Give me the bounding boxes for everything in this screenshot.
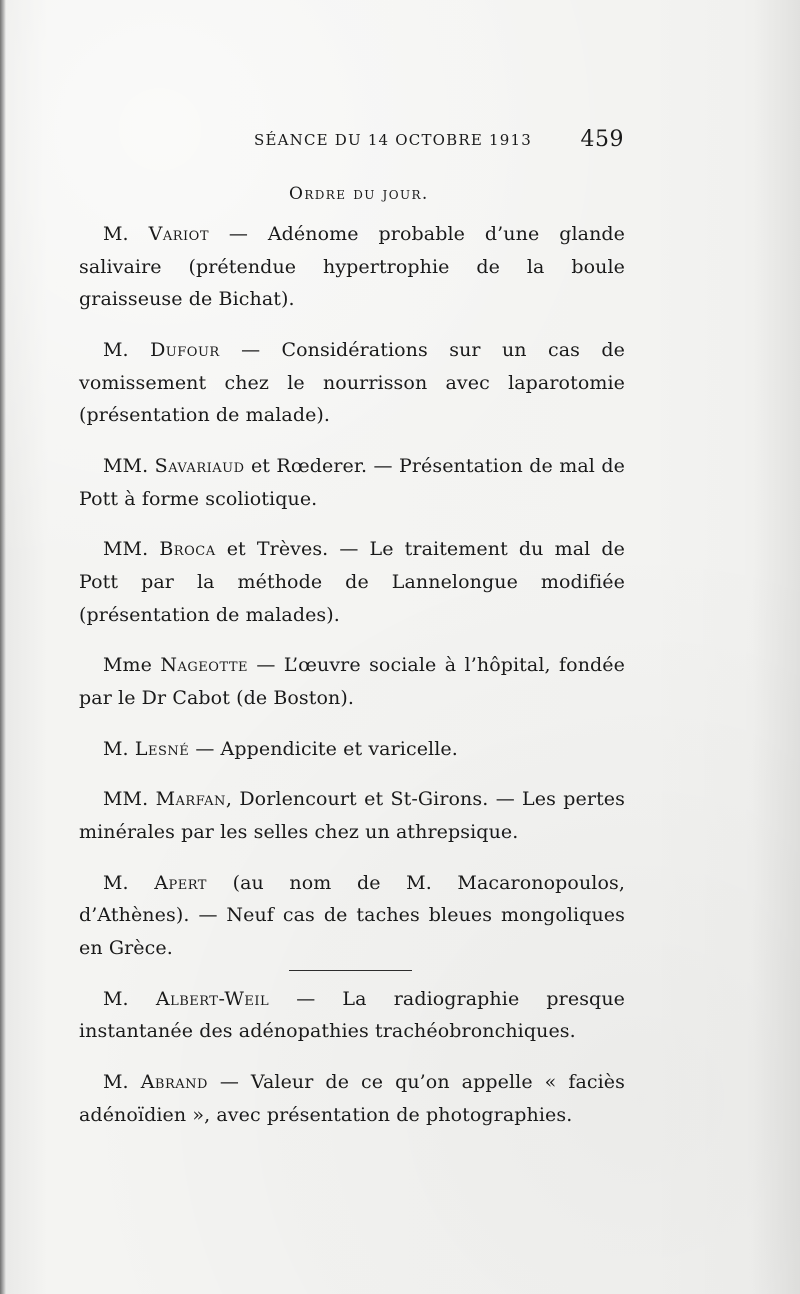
page-number: 459 — [580, 127, 624, 152]
entry-author: Nageotte — [160, 654, 249, 677]
entry-dash: — — [296, 987, 316, 1010]
entry-text: Valeur de ce qu’on appelle « faciès adénoïdien », avec présentation de photographies. — [79, 1071, 626, 1126]
entry-dash: — — [339, 538, 359, 561]
scan-shadow — [640, 0, 800, 1294]
entry-prefix: M. — [103, 987, 129, 1010]
entry-author: Variot — [148, 223, 209, 245]
page-header — [79, 127, 624, 155]
entry-author: Abrand — [140, 1071, 208, 1094]
agenda-entry — [79, 334, 625, 432]
agenda-list — [79, 218, 625, 1131]
entry-author: Lesné — [134, 737, 190, 760]
agenda-entry — [79, 783, 625, 848]
entry-extra: et Trèves. — [226, 538, 329, 561]
agenda-entry — [79, 649, 625, 714]
entry-prefix: Mme — [103, 654, 153, 677]
entry-dash: — — [228, 223, 248, 245]
entry-prefix: MM. — [103, 538, 149, 561]
entry-author: Apert — [154, 871, 207, 894]
entry-text: Le traitement du mal de Pott par la méthode de Lannelongue modifiée (présentation de malades). — [79, 538, 626, 626]
agenda-entry — [79, 450, 625, 515]
entry-text: Les pertes minérales par les selles chez un athrepsique. — [79, 788, 626, 844]
entry-dash: — — [219, 1071, 239, 1094]
entry-dash: — — [495, 788, 515, 811]
entry-extra: (au nom de M. Macaronopoulos, d’Athènes). — [79, 871, 626, 927]
entry-prefix: MM. — [103, 788, 149, 811]
entry-dash: — — [256, 654, 276, 677]
entry-author: Broca — [159, 538, 216, 561]
entry-extra: , Dorlencourt et St-Girons. — [225, 788, 489, 811]
agenda-entry — [79, 867, 625, 965]
agenda-title: Ordre du jour. — [289, 184, 429, 204]
entry-author: Savariaud — [154, 455, 245, 478]
entry-prefix: M. — [103, 871, 129, 894]
agenda-entry — [79, 983, 625, 1048]
entry-author: Marfan — [155, 788, 226, 811]
entry-author: Dufour — [150, 339, 220, 362]
entry-prefix: MM. — [103, 455, 149, 478]
entry-text: Adénome probable d’une glande salivaire (prétendue hypertrophie de la boule graisseuse de Bichat). — [79, 223, 626, 311]
entry-text: Présentation de mal de Pott à forme scoliotique. — [79, 455, 626, 510]
header-title: SÉANCE DU 14 OCTOBRE 1913 — [254, 131, 532, 149]
entry-dash: — — [195, 737, 215, 760]
entry-dash: — — [241, 339, 261, 362]
entry-extra: et Rœderer. — [250, 455, 368, 478]
entry-author: Albert-Weil — [155, 987, 270, 1010]
agenda-entry — [79, 218, 625, 316]
entry-dash: — — [373, 455, 393, 478]
entry-dash: — — [198, 904, 218, 927]
agenda-entry — [79, 533, 625, 631]
scan-left-edge — [0, 0, 6, 1294]
agenda-entry — [79, 733, 625, 766]
entry-text: Appendicite et varicelle. — [220, 737, 458, 760]
entry-text: La radiographie presque instantanée des adénopathies trachéobronchiques. — [79, 987, 626, 1043]
agenda-entry — [79, 1066, 625, 1131]
entry-prefix: M. — [103, 737, 129, 760]
entry-text: Considérations sur un cas de vomissement chez le nourrisson avec laparotomie (présentation de malade). — [79, 339, 626, 427]
entry-text: L’œuvre sociale à l’hôpital, fondée par le Dr Cabot (de Boston). — [79, 654, 625, 710]
entry-prefix: M. — [103, 223, 129, 245]
entry-prefix: M. — [103, 1071, 129, 1094]
entry-text: Neuf cas de taches bleues mongoliques en Grèce. — [79, 904, 625, 960]
entry-prefix: M. — [103, 339, 129, 362]
section-divider — [289, 970, 412, 971]
